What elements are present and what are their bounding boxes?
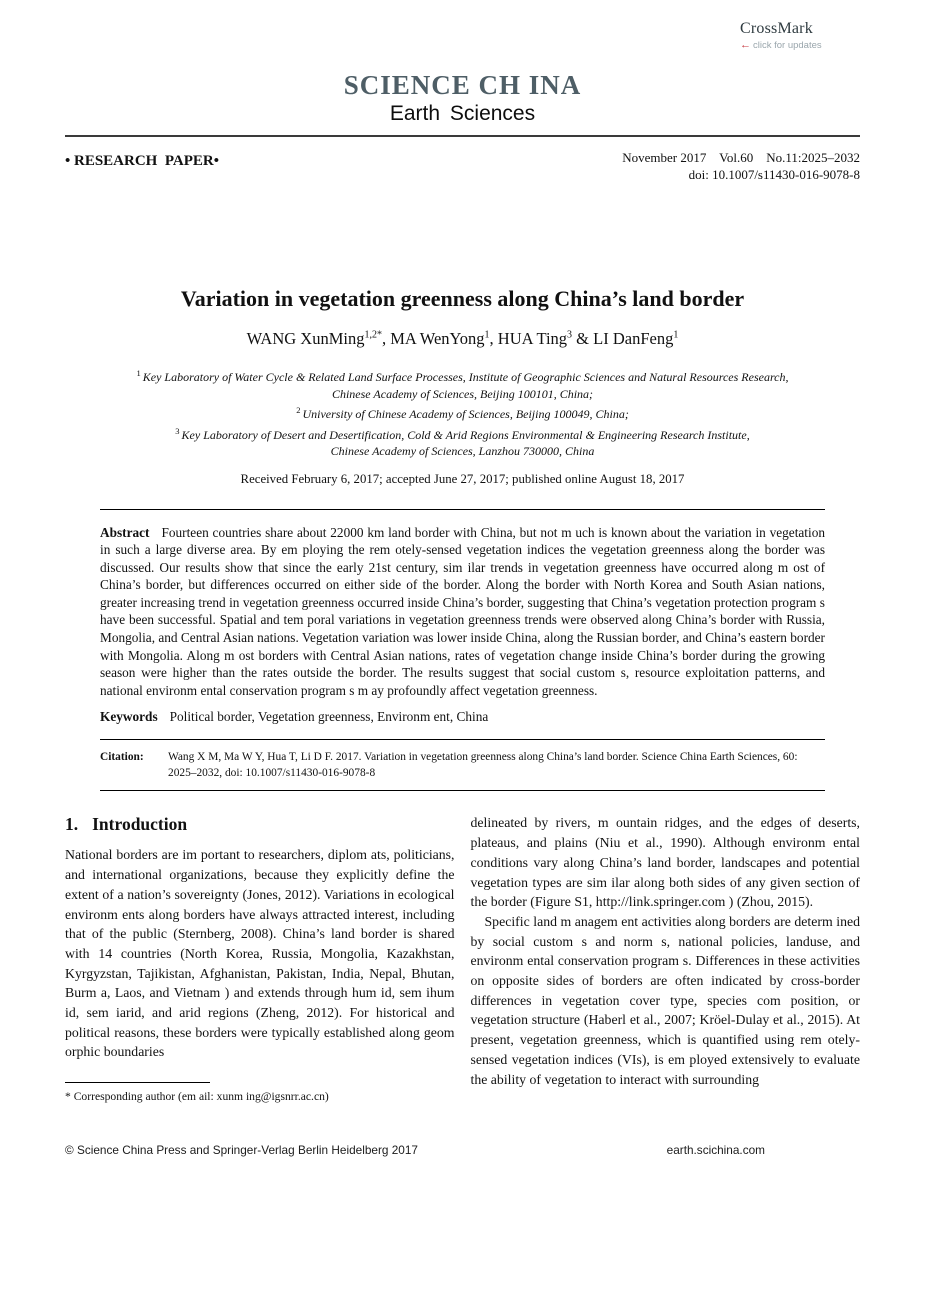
keywords-text: Political border, Vegetation greenness, Environm ent, China	[169, 709, 489, 725]
citation-block	[100, 739, 825, 791]
crossmark-caption	[740, 39, 860, 51]
keywords	[100, 709, 825, 725]
journal-subtitle: Earth Sciences	[389, 102, 536, 125]
author: MA WenYong$^1$,	[390, 329, 498, 348]
copyright-notice: © Science China Press and Springer-Verlag Berlin Heidelberg 2017	[65, 1143, 418, 1157]
keywords-label: Keywords	[100, 709, 158, 725]
abstract-block	[100, 509, 825, 792]
section-number: 1.	[65, 814, 79, 835]
intro-paragraph-right-2: Specific land m anagem ent activities along borders are determ ined by social custom s and norm s, national policies, landuse, and environm ental conservation program s. Differences in these activities on opposite sides of borders are often indicated by cross-border differences in vegetation cover type, species com position, or vegetation structure (Haberl et al., 2007; Kröel-Dulay et al., 2015). At present, vegetation greenness, which is quantified using rem otely-sensed vegetation indices (VIs), is em ployed extensively to evaluate the ability of vegetation to interact with surrounding	[470, 913, 860, 1087]
author-affiliation-sup: 1	[673, 329, 679, 341]
page-title: Variation in vegetation greenness along China’s land border	[180, 286, 745, 311]
journal-website: earth.scichina.com	[666, 1143, 765, 1157]
author: LI DanFeng$^1$	[593, 329, 679, 348]
intro-paragraph-right-1: delineated by rivers, m ountain ridges, and the edges of deserts, plateaus, and plains (Niu et al., 1990). Although environm ental conditions vary along China’s land border, landscapes and potential vegetation types are sim ilar along both sides of any given section of the border (Figure S1, http://link.springer.com ) (Zhou, 2015).	[470, 815, 860, 910]
journal-title: SCIENCE CH INA	[343, 70, 582, 100]
page-footer	[65, 1143, 860, 1157]
author-affiliation-sup: 1	[484, 329, 490, 341]
author-affiliation-sup: 1,2*	[364, 329, 382, 341]
crossmark-caption-text: click for updates	[753, 40, 822, 51]
author-affiliation-sup: 3	[567, 329, 573, 341]
author: HUA Ting$^3$ &	[497, 329, 594, 348]
citation-text: Wang X M, Ma W Y, Hua T, Li D F. 2017. Variation in vegetation greenness along China’s land border. Science China Earth Sciences, 60: 2025–2032, doi: 10.1007/s11430-016-9078-8	[168, 751, 798, 780]
abstract	[100, 524, 825, 700]
crossmark-badge[interactable]	[740, 20, 860, 51]
body-columns	[65, 813, 860, 1104]
affiliations	[65, 365, 860, 460]
right-column	[471, 813, 861, 1104]
section-heading-introduction	[65, 813, 455, 835]
footnote-divider	[65, 1082, 210, 1083]
affiliation-line: $^1$ Key Laboratory of Water Cycle & Related Land Surface Processes, Institute of Geographic Sciences and Natural Resources Research,	[136, 368, 789, 384]
abstract-text: Fourteen countries share about 22000 km land border with China, but not m uch is known about the variation in vegetation in such a large diverse area. By em ploying the rem otely-sensed vegetation indices the vegetation greenness along the border was discussed. Our results show that since the early 21st century, sim ilar trends in vegetation greenness have occurred along m ost of China’s border, but differences occurred on either side of the border. Along the border with North Korea and South Asian nations, greater increasing trend in vegetation greenness occurred inside China’s border, suggesting that China’s vegetation protection program s have been successful. Spatial and tem poral variations in vegetation greenness trends were observed along China’s border with Russia, Mongolia, and Central Asian nations. Vegetation variation was lower inside China, along the Russian border, and China’s eastern border with Mongolia. Along m ost borders with Central Asian nations, rates of vegetation change inside China’s border during the growing season were higher than the rates outside the border. The results suggest that social custom s, resource exploitation patterns, and national environm ental conservation program s m ay profoundly affect vegetation greenness.	[100, 524, 825, 698]
masthead	[65, 0, 860, 127]
intro-paragraph-left: National borders are im portant to researchers, diplom ats, politicians, and international organizations, because they explicitly define the extent of a nation’s sovereignty (Jones, 2012). Variations in ecological environm ents along borders have always attracted interest, including that of the public (Sternberg, 2008). China’s land border is shared with 14 countries (North Korea, Russia, Mongolia, Kazakhstan, Kyrgyzstan, Tajikistan, Afghanistan, Pakistan, India, Nepal, Bhutan, Burm a, Laos, and Vietnam ) and extends through hum id, sem ihum id, sem iarid, and arid regions (Zheng, 2012). For historical and political reasons, these borders were typically established along geom orphic boundaries	[65, 847, 455, 1060]
section-title: Introduction	[92, 814, 188, 835]
article-type-label: • RESEARCH PAPER•	[65, 153, 219, 169]
issue-info-block	[622, 149, 860, 183]
affiliation-line: Chinese Academy of Sciences, Beijing 100101, China;	[331, 386, 594, 401]
doi: doi: 10.1007/s11430-016-9078-8	[688, 167, 860, 182]
affiliation-line: $^2$ University of Chinese Academy of Sciences, Beijing 100049, China;	[296, 405, 629, 421]
author-line	[65, 329, 860, 349]
received-dates: Received February 6, 2017; accepted June 27, 2017; published online August 18, 2017	[240, 471, 685, 486]
issue-info: November 2017 Vol.60 No.11:2025–2032	[622, 150, 860, 165]
crossmark-arrow-icon: ←	[740, 39, 751, 51]
masthead-divider	[65, 135, 860, 137]
citation-label: Citation:	[100, 751, 144, 764]
left-column	[65, 813, 455, 1104]
affiliation-line: Chinese Academy of Sciences, Lanzhou 730000, China	[330, 444, 595, 458]
corresponding-author-footnote: * Corresponding author (em ail: xunm ing@igsnrr.ac.cn)	[65, 1090, 329, 1104]
affiliation-line: $^3$ Key Laboratory of Desert and Desertification, Cold & Arid Regions Environmental & Engineering Research Institute,	[175, 425, 750, 442]
header-bar	[65, 149, 860, 183]
crossmark-logo: CrossMark	[740, 20, 813, 37]
author: WANG XunMing$^{1,2*}$,	[246, 329, 391, 348]
abstract-label: Abstract	[100, 524, 150, 540]
